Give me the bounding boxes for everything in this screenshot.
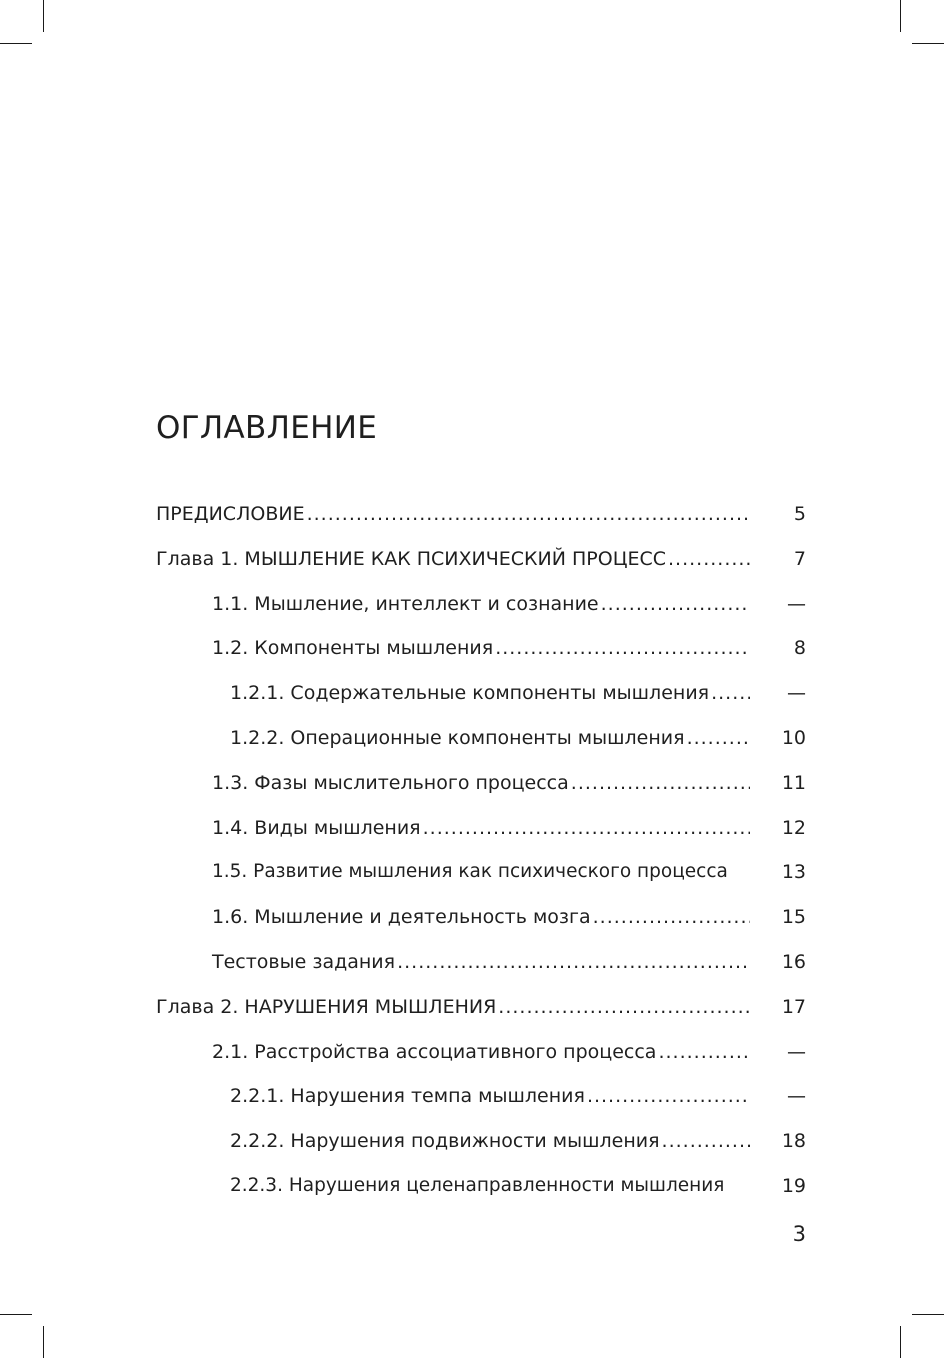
crop-mark-bottom-right-v [900, 1326, 901, 1358]
toc-entry-label: 2.2.3. Нарушения целенаправленности мышления [230, 1175, 725, 1196]
toc-entry-2-1[interactable] [212, 1034, 750, 1070]
leader-dots [585, 1078, 750, 1114]
toc-entry-label: ПРЕДИСЛОВИЕ [156, 503, 305, 525]
leader-dots [660, 1123, 750, 1159]
toc-entry-page: 10 [781, 727, 806, 749]
leader-dots [656, 1034, 750, 1070]
toc-entry-1-4[interactable] [212, 810, 750, 846]
crop-mark-top-left-v [43, 0, 44, 32]
leader-dots [395, 944, 750, 980]
toc-entry-page: 12 [781, 817, 806, 839]
crop-mark-bottom-left-v [43, 1326, 44, 1358]
toc-entry-chapter-1[interactable] [156, 541, 750, 577]
toc-entry-page: 16 [781, 951, 806, 973]
leader-dots [666, 541, 750, 577]
toc-entry-label: 1.3. Фазы мыслительного процесса [212, 772, 569, 794]
toc-entry-2-2-2[interactable] [230, 1123, 750, 1159]
leader-dots [599, 586, 750, 622]
leader-dots [421, 810, 750, 846]
toc-entry-label: Тестовые задания [212, 951, 396, 973]
toc-entry-1-6[interactable] [212, 899, 750, 935]
toc-entry-1-3[interactable] [212, 765, 750, 801]
leader-dots [493, 630, 750, 666]
toc-entry-page: 19 [781, 1175, 806, 1197]
toc-entry-label: 2.2.1. Нарушения темпа мышления [230, 1085, 585, 1107]
toc-entry-page: — [787, 1085, 806, 1107]
crop-mark-top-right-v [900, 0, 901, 32]
leader-dots [569, 765, 750, 801]
toc-entry-page: 15 [781, 906, 806, 928]
toc-entry-label: 1.1. Мышление, интеллект и сознание [212, 593, 599, 615]
toc-entry-page: 8 [793, 637, 806, 659]
page-number: 3 [792, 1222, 806, 1246]
toc-entry-page: 5 [793, 503, 806, 525]
toc-entry-preface[interactable] [156, 496, 750, 532]
toc-entry-1-2[interactable] [212, 630, 750, 666]
toc-entry-label: 1.2. Компоненты мышления [212, 637, 494, 659]
toc-entry-tests[interactable] [212, 944, 750, 980]
leader-dots [496, 989, 750, 1025]
toc-entry-page: 17 [781, 996, 806, 1018]
crop-mark-bottom-right-h [912, 1314, 944, 1315]
toc-entry-page: — [787, 1041, 806, 1063]
toc-entry-1-2-1[interactable] [230, 675, 750, 711]
leader-dots [591, 899, 750, 935]
toc-entry-chapter-2[interactable] [156, 989, 750, 1025]
toc-entry-2-2-1[interactable] [230, 1078, 750, 1114]
toc-entry-label: 1.2.1. Содержательные компоненты мышления [230, 682, 710, 704]
toc-entry-label: 1.5. Развитие мышления как психического процесса [212, 861, 728, 882]
toc-entry-1-5[interactable] [212, 854, 752, 890]
toc-entry-page: 7 [793, 548, 806, 570]
toc-entry-2-2-3[interactable] [230, 1168, 752, 1204]
crop-mark-bottom-left-h [0, 1314, 32, 1315]
toc-entry-label: 2.1. Расстройства ассоциативного процесса [212, 1041, 657, 1063]
toc-entry-1-2-2[interactable] [230, 720, 750, 756]
toc-entry-label: Глава 1. МЫШЛЕНИЕ КАК ПСИХИЧЕСКИЙ ПРОЦЕСС [156, 548, 666, 570]
crop-mark-top-left-h [0, 43, 32, 44]
leader-dots [709, 675, 750, 711]
toc-entry-label: 1.2.2. Операционные компоненты мышления [230, 727, 685, 749]
toc-entry-page: — [787, 593, 806, 615]
toc-entry-label: 1.6. Мышление и деятельность мозга [212, 906, 591, 928]
toc-entry-page: 11 [781, 772, 806, 794]
toc-entry-page: 18 [781, 1130, 806, 1152]
toc-entry-label: 2.2.2. Нарушения подвижности мышления [230, 1130, 660, 1152]
page-title: ОГЛАВЛЕНИЕ [156, 410, 378, 446]
toc-entry-label: 1.4. Виды мышления [212, 817, 421, 839]
toc-entry-page: 13 [781, 861, 806, 883]
toc-entry-label: Глава 2. НАРУШЕНИЯ МЫШЛЕНИЯ [156, 996, 497, 1018]
leader-dots [685, 720, 750, 756]
crop-mark-top-right-h [912, 43, 944, 44]
leader-dots [305, 496, 750, 532]
toc-entry-1-1[interactable] [212, 586, 750, 622]
toc-entry-page: — [787, 682, 806, 704]
